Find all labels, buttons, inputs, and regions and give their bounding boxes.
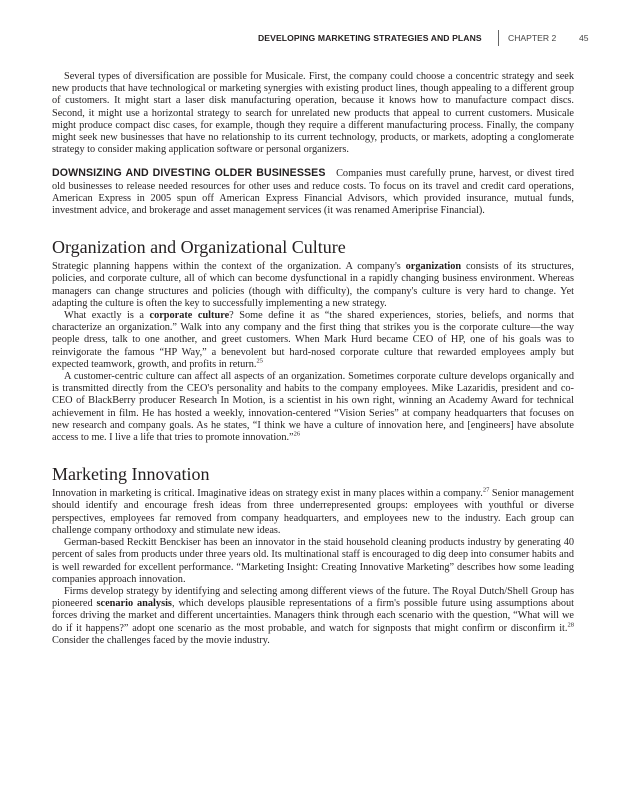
intro-paragraph: Several types of diversification are possible for Musicale. First, the company could choose a concentric strategy and seek new products that have technological or marketing synergies with existing product lines, though appealing to a different group of customers. It might start a laser disk manufacturing operation, because it knows how to manufacture compact discs. Second, it might use a horizontal strategy to search for unrelated new products that appeal to current customers. Musicale might produce compact disc cases, for example, though they require a different manufacturing process. Finally, the company might seek new businesses that have no relationship to its current technology, products, or markets, adopting a conglomerate strategy to consider making application software or personal organizers. bbox=[52, 71, 574, 156]
footnote-ref-26: 26 bbox=[293, 430, 301, 438]
inn-p3-text-a: Firms develop strategy by identifying and selecting among different views of the future. The Royal Dutch/Shell Group has pioneered bbox=[52, 585, 574, 610]
downsizing-paragraph bbox=[52, 167, 574, 217]
innovation-paragraph-1 bbox=[52, 488, 574, 537]
downsizing-subhead: DOWNSIZING AND DIVESTING OLDER BUSINESSES bbox=[52, 167, 326, 180]
key-term-corporate-culture: corporate culture bbox=[149, 310, 230, 322]
page-number: 45 bbox=[579, 33, 589, 43]
org-p1-text-a: Strategic planning happens within the context of the organization. A company's bbox=[52, 261, 406, 273]
organization-paragraph-1 bbox=[52, 261, 574, 310]
org-p2-text-a: What exactly is a bbox=[64, 310, 150, 322]
section-gap bbox=[52, 156, 574, 167]
running-title: DEVELOPING MARKETING STRATEGIES AND PLANS bbox=[258, 33, 482, 43]
organization-paragraph-2 bbox=[52, 310, 574, 371]
organization-paragraph-3 bbox=[52, 371, 574, 444]
inn-p1-text-a: Innovation in marketing is critical. Imaginative ideas on strategy exist in many places within a company. bbox=[52, 488, 483, 500]
header-divider bbox=[498, 30, 499, 46]
chapter-label: CHAPTER 2 bbox=[508, 33, 557, 43]
footnote-ref-27: 27 bbox=[482, 486, 490, 494]
downsizing-body: Companies must carefully prune, harvest, or divest tired old businesses to release needed resources for other uses and reduce costs. To focus on its travel and credit card operations, American Express in 2005 spun off American Express Financial Advisors, which provided insurance, mutual funds, investment advice, and brokerage and asset management services (it was renamed Ameriprise Financial). bbox=[52, 168, 574, 217]
org-p3-text: A customer-centric culture can affect all aspects of an organization. Sometimes corporate culture develops organically and is transmitted directly from the CEO's personality and habits to the company employees. Mike Lazaridis, president and co-CEO of BlackBerry producer Research In Motion, is a scientist in his own right, winning an Academy Award for technical achievement in film. He has hosted a weekly, innovation-centered “Vision Series” at company headquarters that focuses on new research and company goals. As he states, “I think we have a culture of innovation here, and [engineers] have absolute access to me. I live a life that tries to promote innovation.” bbox=[52, 371, 574, 444]
inn-p3-text-c: Consider the challenges faced by the movie industry. bbox=[52, 634, 270, 646]
innovation-paragraph-2: German-based Reckitt Benckiser has been an innovator in the staid household cleaning products industry by generating 40 percent of sales from products under three years old. Its multinational staff is encouraged to dig deep into consumer habits and is well rewarded for excellent performance. “Marketing Insight: Creating Innovative Marketing” describes how some leading companies approach innovation. bbox=[52, 537, 574, 585]
page-body bbox=[52, 71, 574, 647]
running-header bbox=[0, 33, 623, 47]
org-p2-text-b: ? Some define it as “the shared experiences, stories, beliefs, and norms that characterize an organization.” Walk into any company and the first thing that strikes you is the corporate culture—the way people dress, talk to one another, and greet customers. When Mark Hurd became CEO of HP, one of his goals was to reinvigorate the famous “HP Way,” a benevolent but hard-nosed corporate culture that rewarded employees amply but expected teamwork, growth, and profits in return. bbox=[52, 310, 574, 370]
key-term-scenario-analysis: scenario analysis bbox=[96, 598, 172, 610]
footnote-ref-28: 28 bbox=[567, 621, 574, 629]
footnote-ref-25: 25 bbox=[256, 357, 263, 365]
innovation-heading: Marketing Innovation bbox=[52, 464, 210, 485]
innovation-paragraph-3 bbox=[52, 586, 574, 647]
inn-p1-text-b: Senior management should identify and encourage fresh ideas from three underrepresented groups: employees with youthful or diverse perspectives, employees far removed from company headquarters, and employees new to the industry. Each group can challenge company orthodoxy and stimulate new ideas. bbox=[52, 488, 575, 536]
inn-p3-text-b: , which develops plausible representations of a firm's possible future using assumptions about forces driving the market and different uncertainties. Managers think through each scenario with the question, “What will we do if it happens?” adopt one scenario as the most probable, and watch for signposts that might confirm or disconfirm it. bbox=[52, 598, 574, 634]
org-p1-text-b: consists of its structures, policies, and corporate culture, all of which can become dysfunctional in a rapidly changing business environment. Whereas managers can change structures and policies (though with difficulty), the company's culture is very hard to change. Yet adapting the culture is often the key to successfully implementing a new strategy. bbox=[52, 261, 574, 309]
organization-heading: Organization and Organizational Culture bbox=[52, 237, 346, 258]
key-term-organization: organization bbox=[405, 261, 462, 273]
